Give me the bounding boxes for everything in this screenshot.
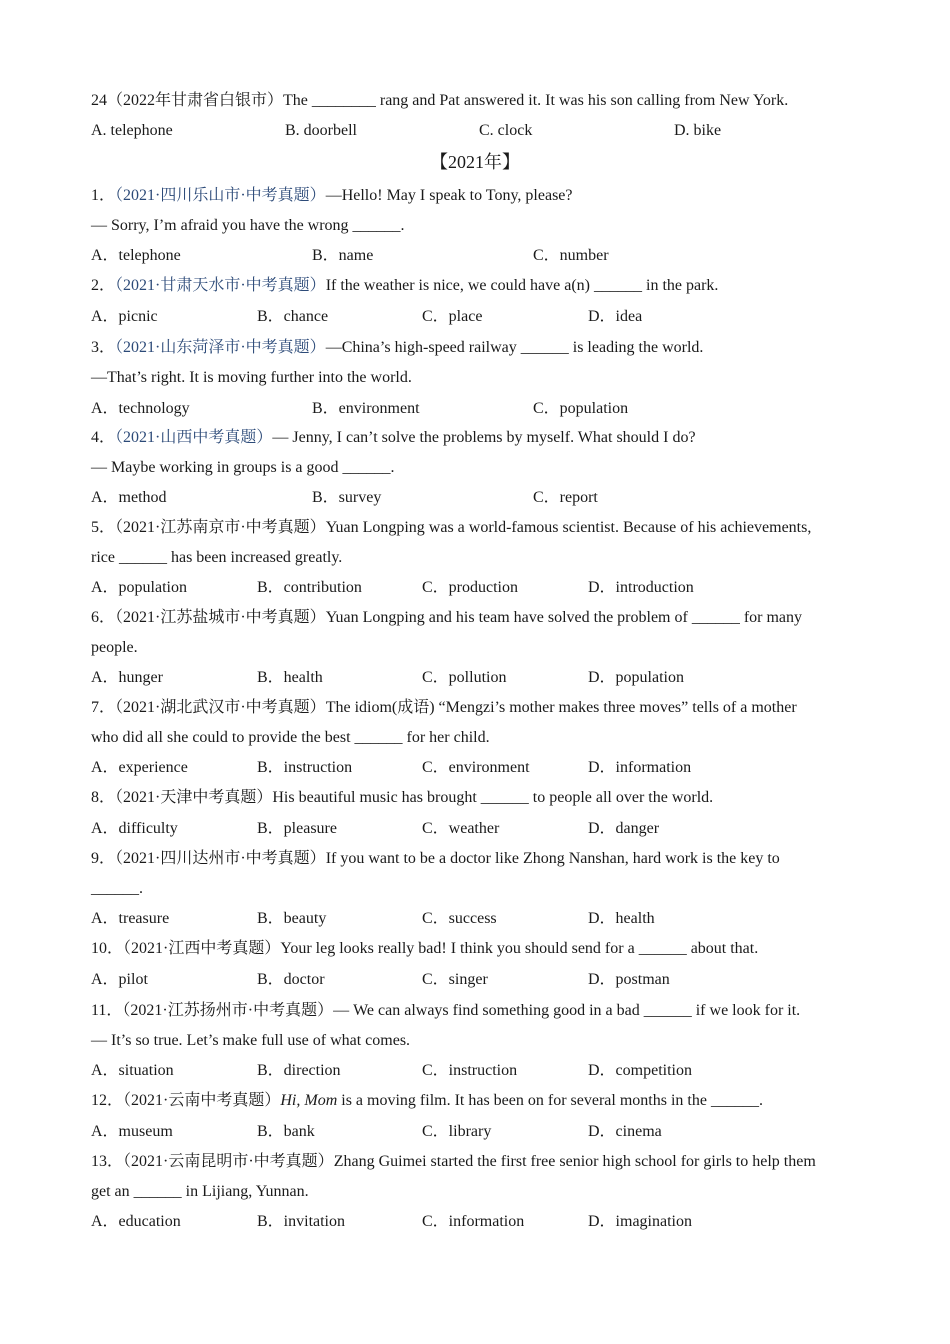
question-13-option-c: C．information <box>422 1213 525 1230</box>
question-12-option-c: C．library <box>422 1123 492 1140</box>
question-2-line-1 <box>91 276 862 296</box>
question-11-option-c: C．instruction <box>422 1062 518 1079</box>
question-source: （2021·甘肃天水市·中考真题） <box>115 277 326 294</box>
question-1-line-2: — Sorry, I’m afraid you have the wrong ______. <box>91 217 405 234</box>
question-7-option-c: C．environment <box>422 759 530 776</box>
question-13-option-b: B．invitation <box>257 1213 346 1230</box>
question-5-option-c: C．production <box>422 579 518 596</box>
question-source: （2021·天津中考真题） <box>115 789 273 806</box>
question-source: （2021·湖北武汉市·中考真题） <box>115 699 326 716</box>
question-10-line-1 <box>91 939 862 959</box>
question-12-option-a: A．museum <box>91 1123 173 1140</box>
question-text: If you want to be a doctor like Zhong Nanshan, hard work is the key to <box>325 850 780 867</box>
question-source: （2021·江西中考真题） <box>123 940 281 957</box>
question-5-line-1 <box>91 518 862 538</box>
question-text: If the weather is nice, we could have a(n) ______ in the park. <box>325 277 719 294</box>
question-9-option-c: C．success <box>422 910 497 927</box>
question-number: 7． <box>91 699 116 716</box>
question-9-line-2: ______. <box>91 880 143 897</box>
question-7-option-b: B．instruction <box>257 759 353 776</box>
film-title: Hi, Mom <box>280 1092 338 1109</box>
question-text: Your leg looks really bad! I think you should send for a ______ about that. <box>280 940 759 957</box>
question-text: — We can always find something good in a bad ______ if we look for it. <box>333 1002 801 1019</box>
question-text: Hi, Mom is a moving film. It has been on for several months in the ______. <box>280 1092 763 1109</box>
question-24-option-a: A. telephone <box>91 122 173 139</box>
question-11-option-a: A．situation <box>91 1062 174 1079</box>
question-6-line-2: people. <box>91 639 138 656</box>
question-8-option-a: A．difficulty <box>91 820 178 837</box>
question-4-line-2: — Maybe working in groups is a good ______. <box>91 459 395 476</box>
question-7-option-a: A．experience <box>91 759 188 776</box>
question-4-option-a: A．method <box>91 489 167 506</box>
question-2-option-d: D．idea <box>588 308 643 325</box>
question-12-option-d: D．cinema <box>588 1123 662 1140</box>
question-9-line-1 <box>91 849 862 869</box>
question-number: 1． <box>91 187 116 204</box>
question-number: 8． <box>91 789 116 806</box>
question-source: （2021·四川乐山市·中考真题） <box>115 187 326 204</box>
question-8-option-d: D．danger <box>588 820 660 837</box>
question-source: （2021·江苏盐城市·中考真题） <box>115 609 326 626</box>
question-3-line-1 <box>91 338 862 358</box>
question-text: —China’s high-speed railway ______ is leading the world. <box>325 339 704 356</box>
question-1-option-a: A．telephone <box>91 247 181 264</box>
question-1-option-b: B．name <box>312 247 374 264</box>
question-24-option-b: B. doorbell <box>285 122 357 139</box>
question-text: Yuan Longping was a world-famous scientist. Because of his achievements, <box>325 519 812 536</box>
question-number: 12． <box>91 1092 124 1109</box>
question-3-option-c: C．population <box>533 400 629 417</box>
question-2-option-c: C．place <box>422 308 483 325</box>
question-number: 11． <box>91 1002 123 1019</box>
question-number: 10． <box>91 940 124 957</box>
question-2-option-a: A．picnic <box>91 308 158 325</box>
question-13-option-a: A．education <box>91 1213 181 1230</box>
question-3-option-a: A．technology <box>91 400 190 417</box>
question-source: （2021·江苏扬州市·中考真题） <box>122 1002 334 1019</box>
question-text: Yuan Longping and his team have solved the problem of ______ for many <box>325 609 803 626</box>
question-13-option-d: D．imagination <box>588 1213 692 1230</box>
question-5-option-a: A．population <box>91 579 187 596</box>
question-12-option-b: B．bank <box>257 1123 315 1140</box>
question-1-line-1 <box>91 186 862 206</box>
question-10-option-b: B．doctor <box>257 971 325 988</box>
question-number: 5． <box>91 519 116 536</box>
question-7-option-d: D．information <box>588 759 692 776</box>
question-number: 3． <box>91 339 116 356</box>
question-11-option-b: B．direction <box>257 1062 341 1079</box>
question-6-option-a: A．hunger <box>91 669 163 686</box>
question-text: — Jenny, I can’t solve the problems by myself. What should I do? <box>272 429 696 446</box>
question-6-option-c: C．pollution <box>422 669 507 686</box>
question-11-line-2: — It’s so true. Let’s make full use of what comes. <box>91 1032 411 1049</box>
question-10-option-d: D．postman <box>588 971 670 988</box>
question-5-option-d: D．introduction <box>588 579 694 596</box>
question-source: （2021·江苏南京市·中考真题） <box>115 519 326 536</box>
question-11-line-1 <box>91 1001 862 1021</box>
question-11-option-d: D．competition <box>588 1062 692 1079</box>
question-24-option-d: D. bike <box>674 122 722 139</box>
question-10-option-a: A．pilot <box>91 971 148 988</box>
question-9-option-d: D．health <box>588 910 655 927</box>
question-number: 9． <box>91 850 116 867</box>
question-4-line-1 <box>91 428 862 448</box>
question-number: 2． <box>91 277 116 294</box>
section-heading-2021: 【2021年】 <box>430 152 520 172</box>
question-source: （2021·云南中考真题） <box>123 1092 281 1109</box>
question-source: （2021·山西中考真题） <box>115 429 273 446</box>
question-source: （2021·云南昆明市·中考真题） <box>123 1153 334 1170</box>
question-6-option-b: B．health <box>257 669 323 686</box>
question-8-option-c: C．weather <box>422 820 500 837</box>
question-number: 13． <box>91 1153 124 1170</box>
question-text: The idiom(成语) “Mengzi’s mother makes three moves” tells of a mother <box>325 699 797 716</box>
question-9-option-a: A．treasure <box>91 910 170 927</box>
question-number: 4． <box>91 429 116 446</box>
question-3-line-2: —That’s right. It is moving further into the world. <box>91 369 412 386</box>
question-13-line-1 <box>91 1152 862 1172</box>
question-8-option-b: B．pleasure <box>257 820 337 837</box>
question-24-option-c: C. clock <box>479 122 533 139</box>
question-10-option-c: C．singer <box>422 971 488 988</box>
question-7-line-1 <box>91 698 862 718</box>
question-5-line-2: rice ______ has been increased greatly. <box>91 549 343 566</box>
question-text: His beautiful music has brought ______ to people all over the world. <box>272 789 714 806</box>
question-1-option-c: C．number <box>533 247 609 264</box>
question-source: （2021·山东菏泽市·中考真题） <box>115 339 326 356</box>
question-number: 6． <box>91 609 116 626</box>
question-24-stem: 24（2022年甘肃省白银市）The ________ rang and Pat answered it. It was his son calling from New York. <box>91 92 789 109</box>
question-8-line-1 <box>91 788 862 808</box>
question-source: （2021·四川达州市·中考真题） <box>115 850 326 867</box>
question-9-option-b: B．beauty <box>257 910 327 927</box>
question-13-line-2: get an ______ in Lijiang, Yunnan. <box>91 1183 309 1200</box>
question-text: —Hello! May I speak to Tony, please? <box>325 187 573 204</box>
question-4-option-c: C．report <box>533 489 598 506</box>
question-6-line-1 <box>91 608 862 628</box>
question-4-option-b: B．survey <box>312 489 382 506</box>
question-2-option-b: B．chance <box>257 308 329 325</box>
question-6-option-d: D．population <box>588 669 684 686</box>
question-3-option-b: B．environment <box>312 400 420 417</box>
question-12-line-1 <box>91 1091 862 1111</box>
question-text: Zhang Guimei started the first free senior high school for girls to help them <box>333 1153 816 1170</box>
question-5-option-b: B．contribution <box>257 579 362 596</box>
question-7-line-2: who did all she could to provide the best ______ for her child. <box>91 729 490 746</box>
